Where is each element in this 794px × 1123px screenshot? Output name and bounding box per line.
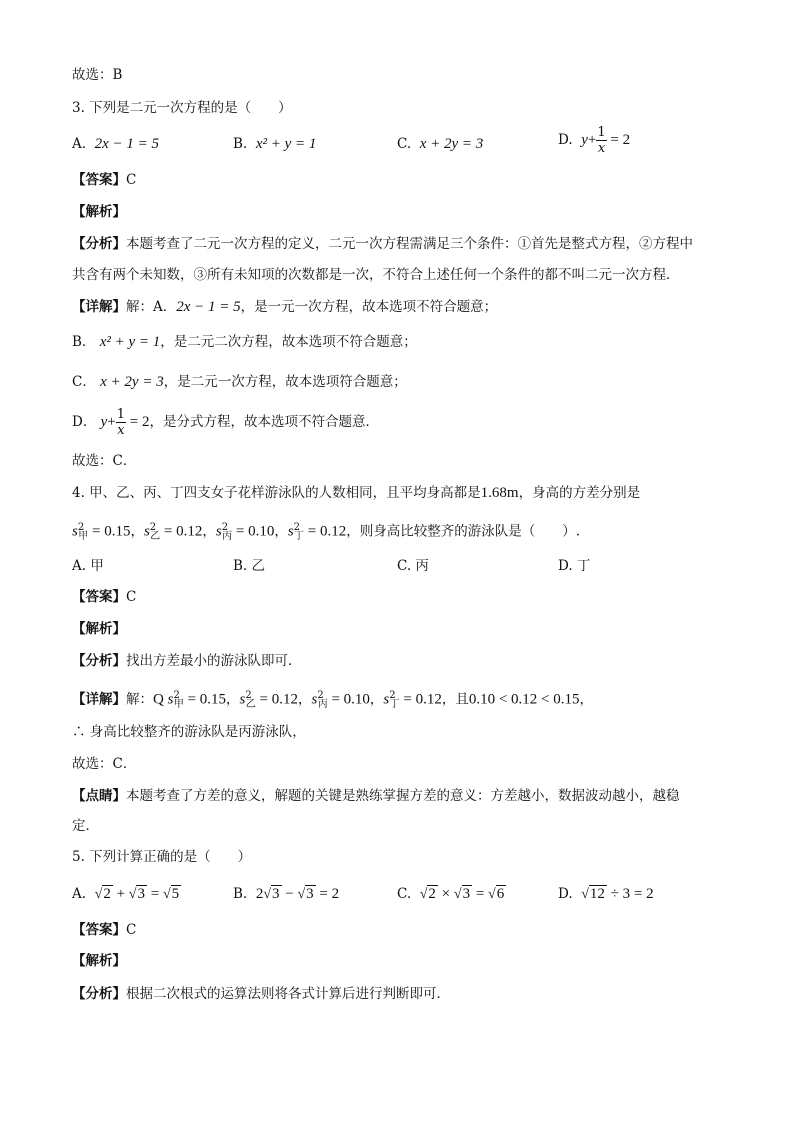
q4-option-b: B. 乙	[233, 558, 266, 574]
q4-option-d: D. 丁	[558, 558, 591, 574]
q4-final: 故选：C．	[72, 756, 137, 772]
q5-analysis: 【分析】根据二次根式的运算法则将各式计算后进行判断即可．	[72, 986, 450, 1002]
q3-detail-a: 【详解】解：A．2x − 1 = 5，是一元一次方程，故本选项不符合题意；	[72, 299, 498, 315]
q4-remark-1: 【点睛】本题考查了方差的意义，解题的关键是熟练掌握方差的意义：方差越小，数据波动越小，越稳	[72, 788, 680, 804]
q4-remark-2: 定．	[72, 818, 99, 834]
q3-option-c: C. x + 2y = 3	[397, 136, 484, 152]
q4-answer: 【答案】C	[72, 589, 137, 605]
q4-option-c: C. 丙	[397, 558, 429, 574]
fraction-1-over-x: $\frac{1}{x}$	[597, 125, 606, 156]
q3-analysis-1: 【分析】本题考查了二元一次方程的定义，二元一次方程需满足三个条件：①首先是整式方程，②方程中	[72, 236, 693, 252]
q4-stem: 4. 甲、乙、丙、丁四支女子花样游泳队的人数相同，且平均身高都是1.68m，身高的方差分别是	[72, 485, 641, 501]
q3-detail-c: C． x + 2y = 3，是二元一次方程，故本选项符合题意；	[72, 374, 407, 390]
q4-therefore: ∴ 身高比较整齐的游泳队是丙游泳队，	[72, 724, 306, 740]
q3-answer: 【答案】C	[72, 172, 137, 188]
q4-stem-variances: $s^2_甲 = 0.15$，$s^2_乙 = 0.12$，$s^2_丙 = 0.10$，$s^2_丁 = 0.12$，则身高比较整齐的游泳队是（ ）.	[72, 522, 581, 543]
q3-detail-d: D． y+ $\frac{1}{x}$ = 2，是分式方程，故本选项不符合题意．	[72, 407, 380, 438]
q5-answer: 【答案】C	[72, 922, 137, 938]
q4-detail: 【详解】解：Q $s^2_甲 = 0.15$，$s^2_乙 = 0.12$，$s^2_丙 = 0.10$，$s^2_丁 = 0.12$，且0.10 < 0.12 < 0.15，	[72, 690, 594, 711]
q4-jiexi-heading: 【解析】	[72, 621, 126, 637]
q5-option-c: C. √2 × √3 = √6	[397, 886, 505, 902]
q3-option-a: A. 2x − 1 = 5	[72, 136, 160, 152]
q3-detail-b: B． x² + y = 1，是二元二次方程，故本选项不符合题意；	[72, 334, 417, 350]
q3-analysis-2: 共含有两个未知数，③所有未知项的次数都是一次，不符合上述任何一个条件的都不叫二元一次方程．	[72, 267, 680, 283]
q5-option-b: B. 2√3 − √3 = 2	[233, 886, 340, 902]
q3-jiexi-heading: 【解析】	[72, 204, 126, 220]
q5-option-a: A. √2 + √3 = √5	[72, 886, 180, 902]
q3-option-d: D. y+ $\frac{1}{x}$ = 2	[558, 125, 631, 156]
q5-option-d: D. √12 ÷ 3 = 2	[558, 886, 654, 902]
q5-jiexi-heading: 【解析】	[72, 953, 126, 969]
prev-answer-line: 故选：B	[72, 67, 123, 83]
q3-final: 故选：C．	[72, 453, 137, 469]
q4-option-a: A. 甲	[72, 558, 104, 574]
q4-analysis: 【分析】找出方差最小的游泳队即可．	[72, 653, 302, 669]
q5-stem: 5. 下列计算正确的是（ ）	[72, 849, 252, 865]
q3-stem: 3. 下列是二元一次方程的是（ ）	[72, 100, 292, 116]
q3-option-b: B. x² + y = 1	[233, 136, 317, 152]
